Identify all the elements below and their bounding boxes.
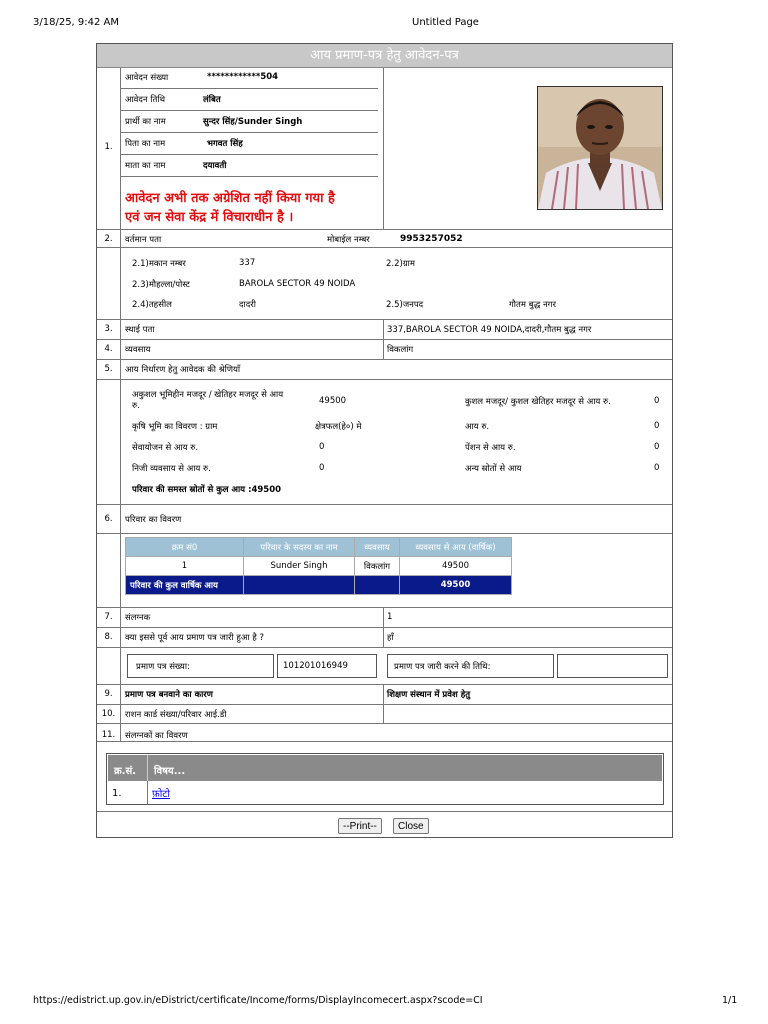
family-row-occupation: विकलांग: [355, 557, 400, 576]
service-income-value: 0: [319, 442, 325, 452]
unskilled-income-label-1: अकुशल भूमिहीन मजदूर / खेतिहर मजदूर से आय: [132, 390, 284, 400]
section-4-number: 4.: [104, 344, 113, 354]
district-label: 2.5)जनपद: [386, 300, 424, 310]
cert-no-label-box: [127, 654, 274, 678]
locality-value: BAROLA SECTOR 49 NOIDA: [239, 279, 356, 289]
occupation-value: विकलांग: [387, 345, 414, 355]
mother-name-label: माता का नाम: [125, 161, 166, 171]
application-date-label: आवेदन तिथि: [125, 95, 166, 105]
mobile-value: 9953257052: [400, 234, 463, 244]
family-members-table: [125, 537, 512, 595]
certificate-reason-label: प्रमाण पत्र बनवाने का कारण: [125, 690, 213, 700]
family-col-serial: क्रम सं0: [126, 538, 244, 557]
family-total-row: [126, 576, 512, 595]
agri-income-label: आय रु.: [465, 422, 490, 432]
applicant-name-label: प्रार्थी का नाम: [125, 117, 166, 127]
cert-no-value: 101201016949: [283, 661, 348, 671]
mobile-label: मोबाईल नम्बर: [327, 235, 370, 245]
other-income-value: 0: [654, 463, 660, 473]
skilled-income-value: 0: [654, 396, 660, 406]
table-row: [126, 557, 512, 576]
family-row-name: Sunder Singh: [244, 557, 355, 576]
print-datetime: 3/18/25, 9:42 AM: [33, 17, 120, 28]
service-income-label: सेवायोजन से आय रु.: [132, 443, 199, 453]
agri-land-label: कृषि भूमि का विवरण : ग्राम: [132, 422, 218, 432]
print-page-title: Untitled Page: [412, 17, 479, 28]
attachments-col-serial: क्र.सं.: [114, 766, 137, 777]
section-1-number: 1.: [104, 142, 113, 152]
section-2-number: 2.: [104, 234, 113, 244]
attachments-details-label: संलग्नकों का विवरण: [125, 731, 188, 741]
family-details-label: परिवार का विवरण: [125, 515, 182, 525]
attachments-table-header: [108, 755, 662, 781]
family-row-income: 49500: [400, 557, 512, 576]
unskilled-income-label-2: रु.: [132, 401, 140, 411]
family-total-value: 49500: [400, 576, 512, 595]
permanent-address-value: 337,BAROLA SECTOR 49 NOIDA,दादरी,गौतम बुद्ध नगर: [387, 325, 592, 335]
pending-notice-line-1: आवेदन अभी तक अग्रेशित नहीं किया गया है: [125, 191, 335, 206]
house-no-value: 337: [239, 258, 256, 268]
cert-no-field: [277, 654, 377, 678]
attachments-count-value: 1: [387, 612, 393, 622]
close-button[interactable]: Close: [393, 818, 429, 834]
attachments-count-label: संलग्नक: [125, 613, 151, 623]
occupation-label: व्यवसाय: [125, 345, 151, 355]
certificate-reason-value: शिक्षण संस्थान में प्रवेश हेतु: [387, 690, 471, 700]
tehsil-label: 2.4)तहसील: [132, 300, 172, 310]
income-category-label: आय निर्धारण हेतु आवेदक की श्रेणियाँ: [125, 365, 241, 375]
issue-date-label: प्रमाण पत्र जारी करने की तिथि:: [394, 662, 491, 672]
section-5-number: 5.: [104, 364, 113, 374]
family-col-annual-income: व्यवसाय से आय (वार्षिक): [400, 538, 512, 557]
section-8-number: 8.: [104, 632, 113, 642]
attachment-serial: 1.: [112, 788, 122, 799]
attachment-photo-link[interactable]: फ़ोटो: [152, 789, 170, 800]
tehsil-value: दादरी: [239, 300, 256, 310]
prior-certificate-answer: हाँ: [387, 633, 394, 643]
section-7-number: 7.: [104, 612, 113, 622]
village-label: 2.2)ग्राम: [386, 259, 415, 269]
prior-certificate-question: क्या इससे पूर्व आय प्रमाण पत्र जारी हुआ है ?: [125, 633, 265, 643]
print-button[interactable]: --Print--: [338, 818, 382, 834]
land-area-label: क्षेत्रफल(हे०) मे: [315, 422, 362, 432]
print-url: https://edistrict.up.gov.in/eDistrict/certificate/Income/forms/DisplayIncomecert.aspx?scode=CI: [33, 995, 483, 1006]
applicant-photo: [537, 86, 663, 210]
applicant-name-value: सुन्दर सिंह/Sunder Singh: [203, 117, 303, 127]
pension-income-label: पेंशन से आय रु.: [465, 443, 516, 453]
family-total-label: परिवार की कुल वार्षिक आय: [126, 576, 244, 595]
section-3-number: 3.: [104, 324, 113, 334]
family-row-serial: 1: [126, 557, 244, 576]
application-date-value: लंबित: [203, 95, 221, 105]
section-9-number: 9.: [104, 689, 113, 699]
business-income-label: निजी व्यवसाय से आय रु.: [132, 464, 211, 474]
unskilled-income-value: 49500: [319, 396, 347, 406]
agri-income-value: 0: [654, 421, 660, 431]
father-name-label: पिता का नाम: [125, 139, 166, 149]
application-no-label: आवेदन संख्या: [125, 73, 169, 83]
family-col-occupation: व्यवसाय: [355, 538, 400, 557]
mother-name-value: दयावती: [203, 161, 227, 171]
family-col-member-name: परिवार के सदस्य का नाम: [244, 538, 355, 557]
section-11-number: 11.: [101, 730, 116, 740]
other-income-label: अन्य स्रोतों से आय: [465, 464, 522, 474]
permanent-address-label: स्थाई पता: [125, 325, 155, 335]
attachments-col-subject: विषय...: [154, 766, 186, 777]
pension-income-value: 0: [654, 442, 660, 452]
application-no-value: ************504: [207, 72, 279, 82]
business-income-value: 0: [319, 463, 325, 473]
father-name-value: भगवत सिंह: [207, 139, 243, 149]
section-10-number: 10.: [101, 709, 116, 719]
form-title: आय प्रमाण-पत्र हेतु आवेदन-पत्र: [97, 44, 672, 68]
cert-no-label: प्रमाण पत्र संख्या:: [136, 662, 190, 672]
locality-label: 2.3)मौहल्ला/पोस्ट: [132, 280, 190, 290]
total-family-income: परिवार की समस्त स्रोतों से कुल आय :49500: [132, 485, 282, 495]
section-6-number: 6.: [104, 514, 113, 524]
income-certificate-form: [96, 43, 673, 838]
house-no-label: 2.1)मकान नम्बर: [132, 259, 186, 269]
ration-card-label: राशन कार्ड संख्या/परिवार आई.डी: [125, 710, 227, 720]
district-value: गौतम बुद्ध नगर: [509, 300, 556, 310]
print-page-number: 1/1: [722, 995, 738, 1006]
attachments-table: [106, 753, 664, 805]
issue-date-label-box: [387, 654, 554, 678]
current-address-label: वर्तमान पता: [125, 235, 162, 245]
skilled-income-label: कुशल मजदूर/ कुशल खेतिहर मजदूर से आय रु.: [465, 397, 611, 407]
pending-notice-line-2: एवं जन सेवा केंद्र में विचाराधीन है ।: [125, 210, 294, 225]
issue-date-field: [557, 654, 668, 678]
